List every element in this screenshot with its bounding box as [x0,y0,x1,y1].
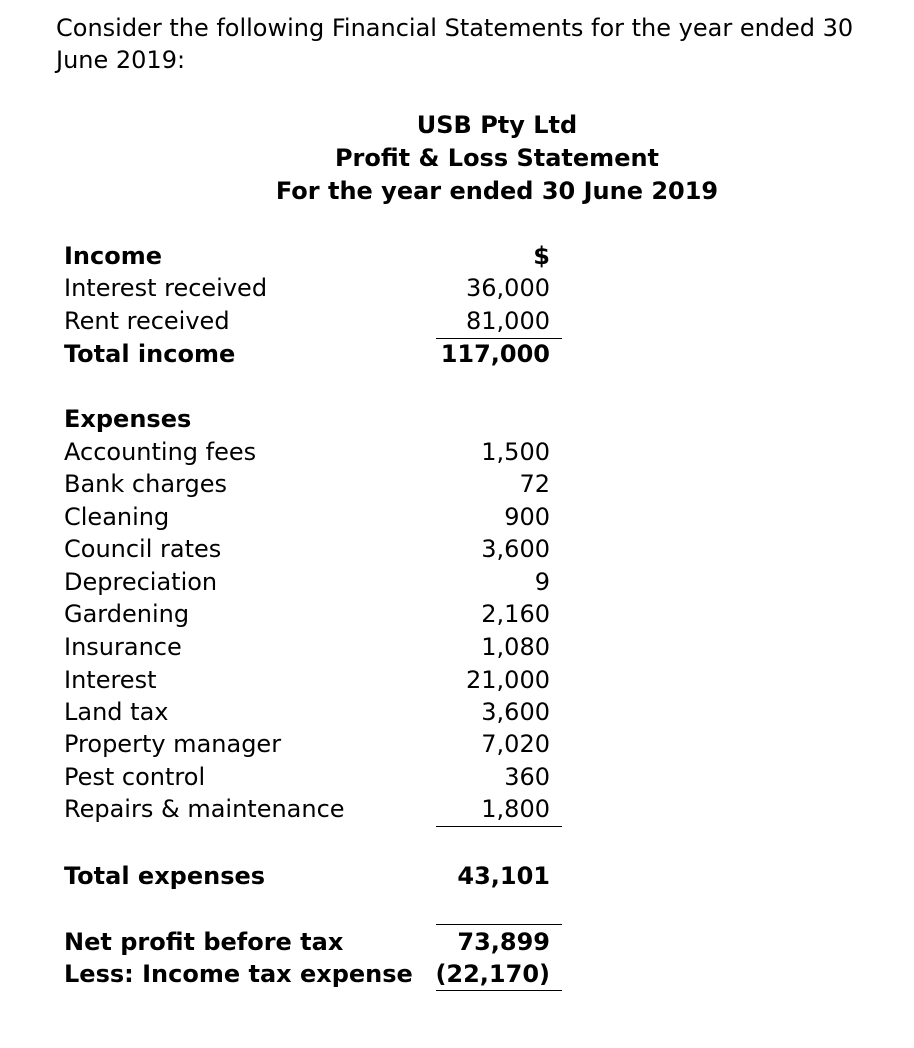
company-name: USB Pty Ltd [416,111,578,139]
total-income-label: Total income [64,340,236,368]
expense-item-label: Bank charges [64,470,227,498]
expense-item-amount: 1,500 [481,438,550,466]
income-tax-rule [436,990,562,991]
expense-item-amount: 360 [504,763,550,791]
expense-item-label: Cleaning [64,503,170,531]
income-heading: Income [64,242,163,270]
income-item-amount: 36,000 [466,274,550,302]
expense-item-amount: 2,160 [481,600,550,628]
expense-item-amount: 3,600 [481,698,550,726]
income-tax-amount: (22,170) [435,960,550,988]
income-item-label: Rent received [64,307,230,335]
expense-item-amount: 1,080 [481,633,550,661]
expense-item-amount: 72 [519,470,550,498]
expense-item-amount: 9 [534,568,550,596]
expense-item-label: Property manager [64,730,282,758]
expense-item-amount: 7,020 [481,730,550,758]
expenses-heading: Expenses [64,405,192,433]
expense-item-label: Depreciation [64,568,218,596]
expense-item-amount: 1,800 [481,795,550,823]
total-expenses-label: Total expenses [64,862,266,890]
expense-item-amount: 21,000 [466,666,550,694]
expenses-subtotal-rule [436,826,562,827]
income-item-label: Interest received [64,274,268,302]
expense-item-label: Repairs & maintenance [64,795,345,823]
expense-item-label: Interest [64,666,157,694]
income-item-amount: 81,000 [466,307,550,335]
intro-text: Consider the following Financial Statements for the year ended 30 June 2019: [56,14,854,74]
total-income-amount: 117,000 [440,340,550,368]
expense-item-label: Accounting fees [64,438,257,466]
expense-item-amount: 900 [504,503,550,531]
expense-item-label: Gardening [64,600,190,628]
statement-period: For the year ended 30 June 2019 [275,177,719,205]
expense-item-label: Insurance [64,633,182,661]
net-profit-label: Net profit before tax [64,928,344,956]
expense-item-label: Land tax [64,698,169,726]
expense-item-amount: 3,600 [481,535,550,563]
statement-title: Profit & Loss Statement [334,144,660,172]
net-profit-amount: 73,899 [457,928,550,956]
income-tax-label: Less: Income tax expense [64,960,413,988]
total-expenses-amount: 43,101 [457,862,550,890]
expense-item-label: Pest control [64,763,206,791]
net-profit-rule [436,924,562,925]
expense-item-label: Council rates [64,535,222,563]
currency-symbol: $ [533,242,550,270]
